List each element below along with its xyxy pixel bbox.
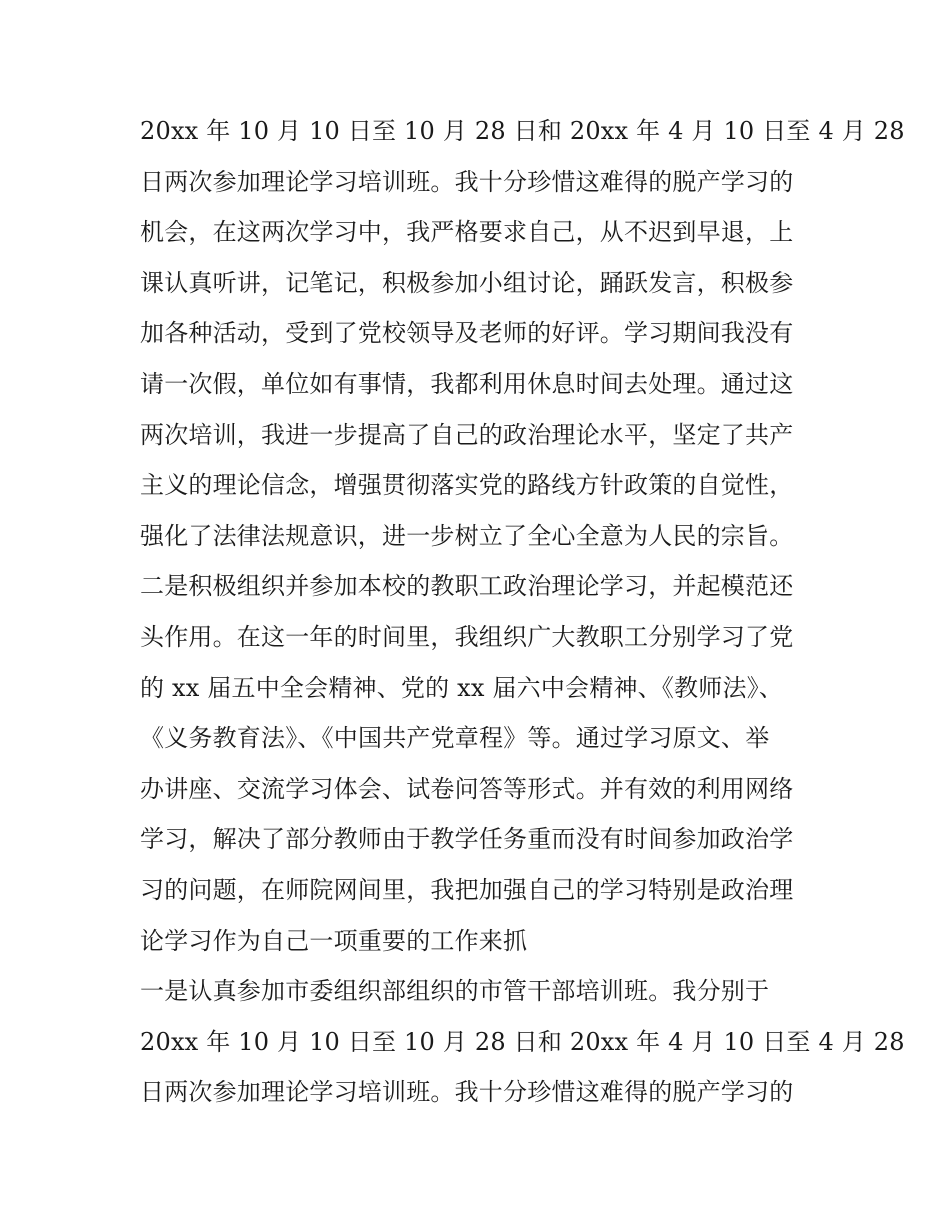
text-line: 习的问题，在师院网间里，我把加强自己的学习特别是政治理: [140, 875, 794, 904]
text-line: 学习，解决了部分教师由于教学任务重而没有时间参加政治学: [140, 825, 794, 854]
text-line: 的 xx 届五中全会精神、党的 xx 届六中会精神、《教师法》、: [140, 673, 784, 702]
text-line: 课认真听讲，记笔记，积极参加小组讨论，踊跃发言，积极参: [140, 268, 794, 297]
text-line: 请一次假，单位如有事情，我都利用休息时间去处理。通过这: [140, 369, 794, 398]
text-line: 《义务教育法》、《中国共产党章程》等。通过学习原文、举: [140, 724, 770, 753]
text-line: 两次培训，我进一步提高了自己的政治理论水平，坚定了共产: [140, 420, 794, 449]
text-line: 主义的理论信念，增强贯彻落实党的路线方针政策的自觉性，: [140, 471, 794, 500]
text-line: 办讲座、交流学习体会、试卷问答等形式。并有效的利用网络: [140, 774, 794, 803]
text-line: 一是认真参加市委组织部组织的市管干部培训班。我分别于: [140, 977, 770, 1006]
text-line: 论学习作为自己一项重要的工作来抓: [140, 926, 528, 955]
document-body: [140, 106, 905, 1118]
text-line: 日两次参加理论学习培训班。我十分珍惜这难得的脱产学习的: [140, 1078, 794, 1107]
text-line: 20xx 年 10 月 10 日至 10 月 28 日和 20xx 年 4 月 10 日至 4 月 28: [140, 1027, 905, 1056]
text-line: 强化了法律法规意识，进一步树立了全心全意为人民的宗旨。: [140, 521, 794, 550]
text-line: 加各种活动，受到了党校领导及老师的好评。学习期间我没有: [140, 319, 794, 348]
text-line: 机会，在这两次学习中，我严格要求自己，从不迟到早退，上: [140, 218, 794, 247]
text-line: 头作用。在这一年的时间里，我组织广大教职工分别学习了党: [140, 622, 794, 651]
text-line: 二是积极组织并参加本校的教职工政治理论学习，并起模范还: [140, 572, 794, 601]
text-line: 20xx 年 10 月 10 日至 10 月 28 日和 20xx 年 4 月 10 日至 4 月 28: [140, 117, 905, 145]
text-line: 日两次参加理论学习培训班。我十分珍惜这难得的脱产学习的: [140, 167, 794, 196]
